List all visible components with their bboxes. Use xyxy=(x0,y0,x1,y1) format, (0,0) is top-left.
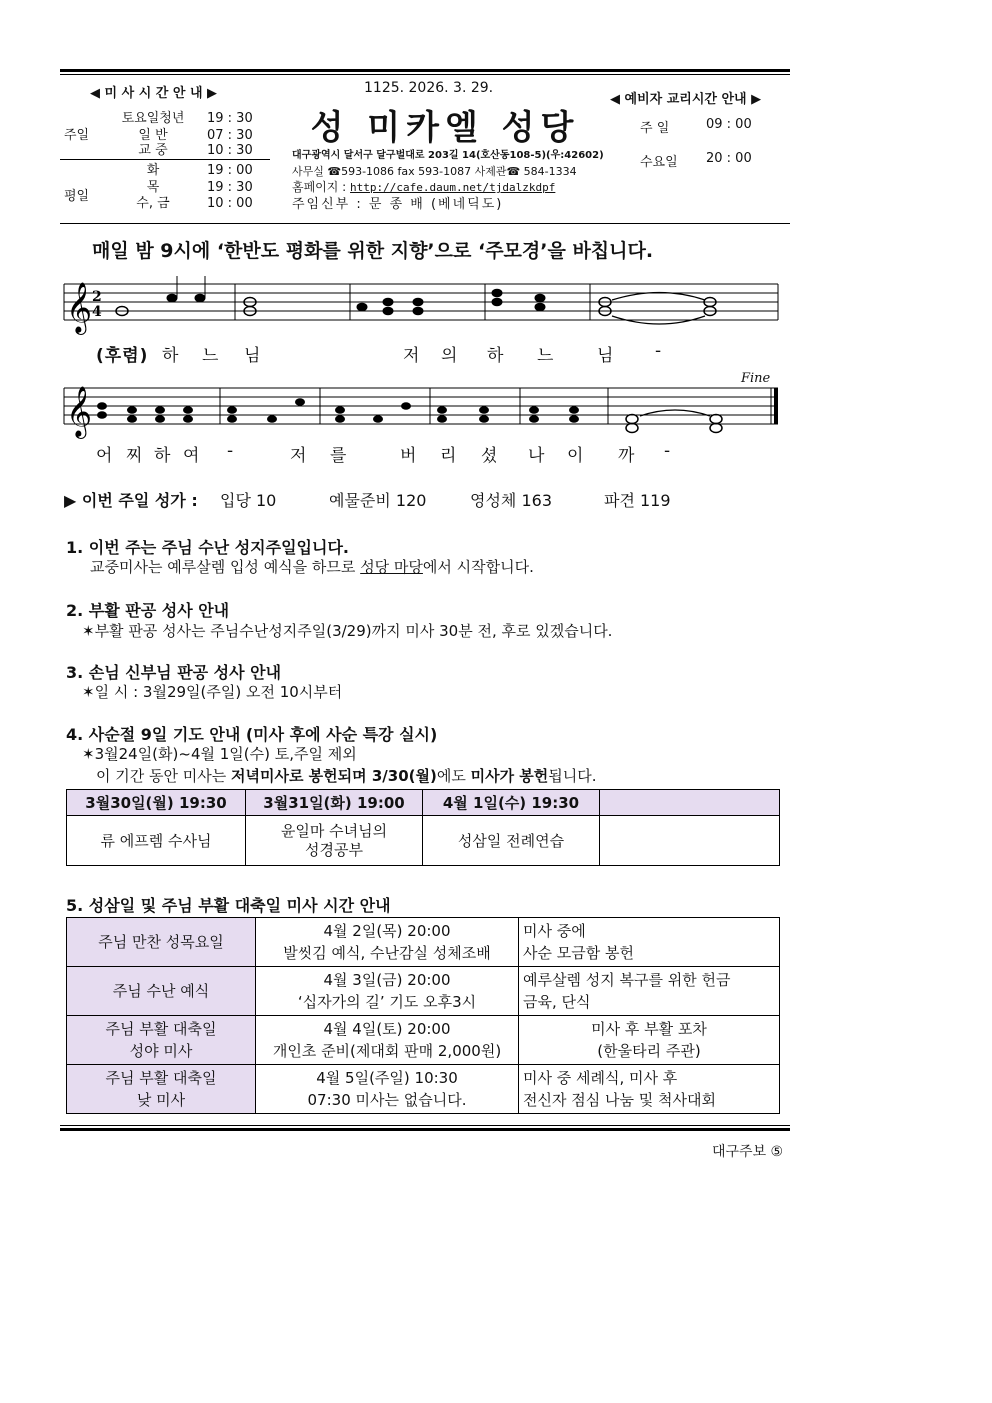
mass-name-2: 교 중 xyxy=(138,143,168,158)
easter-time-cell xyxy=(256,967,519,1016)
lyric-2-9: 리 xyxy=(440,446,458,466)
fine-mark: Fine xyxy=(741,371,771,386)
mass-time-5: 10 : 00 xyxy=(207,196,253,211)
section-2-title: 2. 부활 판공 성사 안내 xyxy=(66,601,230,620)
easter-time-cell xyxy=(256,1016,519,1065)
lyric-2-8: 버 xyxy=(400,446,418,466)
mass-time-1: 07 : 30 xyxy=(207,128,253,143)
section-4-body2 xyxy=(96,765,597,786)
s1-text-underline: 성당 마당 xyxy=(360,558,423,576)
easter-note-2: 전신자 점심 나눔 및 척사대회 xyxy=(523,1091,716,1109)
lent-cell-1: 류 에프렘 수사님 xyxy=(67,816,246,866)
lyric-2-1: 어 xyxy=(96,446,114,466)
prayer-banner: 매일 밤 9시에 ‘한반도 평화를 위한 지향’으로 ‘주모경’을 바칩니다. xyxy=(92,240,654,262)
lyric-1-4: 저 xyxy=(403,346,421,366)
top-rule xyxy=(60,69,790,72)
lyric-2-10: 셨 xyxy=(481,446,499,466)
s4-text-a: 이 기간 동안 미사는 xyxy=(96,767,231,785)
easter-detail: 발씻김 예식, 수난감실 성체조배 xyxy=(283,944,491,962)
sunday-label: 주일 xyxy=(64,128,90,143)
church-address: 대구광역시 달서구 달구벌대로 203길 14(호산동108-5)(우:42602) xyxy=(292,150,604,161)
weekday-label: 평일 xyxy=(64,189,90,204)
catechumen-sunday-day: 주 일 xyxy=(640,121,670,136)
table-row xyxy=(67,1065,780,1114)
easter-note-1: 미사 후 부활 포차 xyxy=(591,1020,707,1038)
section-4-body1: ✶3월24일(화)~4월 1일(수) 토,주일 제외 xyxy=(82,745,357,763)
easter-rite-name: 주님 부활 대축일 성야 미사 xyxy=(67,1016,256,1065)
s4-text-e: 됩니다. xyxy=(548,767,597,785)
music-staff-line2 xyxy=(60,380,785,440)
easter-note-1: 예루살렘 성지 복구를 위한 헌금 xyxy=(523,971,731,989)
bottom-rule xyxy=(60,1128,790,1131)
lyric-2-7: 를 xyxy=(330,446,348,466)
lent-cell-3: 성삼일 전례연습 xyxy=(423,816,600,866)
easter-note-cell xyxy=(519,1065,780,1114)
church-name: 성 미카엘 성당 xyxy=(310,108,580,148)
hymn-entrance: 입당 10 xyxy=(220,491,277,510)
s4-text-c: 에도 xyxy=(436,767,471,785)
lyric-1-8: 님 xyxy=(597,346,615,366)
mass-time-0: 19 : 30 xyxy=(207,111,253,126)
top-rule-thin xyxy=(60,74,790,75)
table-row xyxy=(67,1016,780,1065)
svg-text:𝄞: 𝄞 xyxy=(66,386,93,437)
lyric-2-14: - xyxy=(664,441,672,461)
pastor: 주임신부 : 문 종 배 (베네딕도) xyxy=(292,197,504,212)
lent-table xyxy=(66,789,780,866)
easter-time: 4월 3일(금) 20:00 xyxy=(323,971,451,989)
easter-time-cell xyxy=(256,918,519,967)
hymn-offertory: 예물준비 120 xyxy=(329,491,427,510)
easter-time-cell xyxy=(256,1065,519,1114)
lyric-2-5: - xyxy=(227,441,235,461)
section-3-title: 3. 손님 신부님 판공 성사 안내 xyxy=(66,663,282,682)
lent-header-4 xyxy=(600,790,780,816)
lyric-1-5: 의 xyxy=(441,346,459,366)
easter-time: 4월 4일(토) 20:00 xyxy=(323,1020,451,1038)
mass-name-5: 수, 금 xyxy=(136,196,170,211)
section-1-body xyxy=(90,556,534,577)
hymn-communion: 영성체 163 xyxy=(470,491,552,510)
hymns-label: ▶ 이번 주일 성가 : xyxy=(64,491,198,510)
lyric-1-1: 하 xyxy=(162,346,180,366)
mass-time-4: 19 : 30 xyxy=(207,180,253,195)
catechumen-wed-time: 20 : 00 xyxy=(706,151,752,166)
lyric-2-11: 나 xyxy=(528,446,546,466)
s4-text-b: 저녁미사로 봉헌되며 3/30(월) xyxy=(231,767,437,785)
lent-cell-4 xyxy=(600,816,780,866)
section-3-body: ✶일 시 : 3월29일(주일) 오전 10시부터 xyxy=(82,683,343,701)
svg-text:𝄞: 𝄞 xyxy=(66,282,93,333)
easter-note-2: 금육, 단식 xyxy=(523,993,591,1011)
s1-text-a: 교중미사는 예루살렘 입성 예식을 하므로 xyxy=(90,558,361,576)
easter-detail: ‘십자가의 길’ 기도 오후3시 xyxy=(297,993,477,1011)
church-office: 사무실 ☎593-1086 fax 593-1087 사제관☎ 584-1334 xyxy=(292,165,577,178)
catechumen-title: ◀ 예비자 교리시간 안내 ▶ xyxy=(610,92,762,107)
lyric-1-2: 느 xyxy=(202,346,220,366)
easter-detail: 07:30 미사는 없습니다. xyxy=(307,1091,467,1109)
mass-name-4: 목 xyxy=(146,180,160,195)
section-1-title: 1. 이번 주는 주님 수난 성지주일입니다. xyxy=(66,538,349,557)
lent-header-3: 4월 1일(수) 19:30 xyxy=(423,790,600,816)
lent-cell-2: 윤일마 수녀님의 성경공부 xyxy=(246,816,423,866)
lyric-2-13: 까 xyxy=(618,446,636,466)
lent-header-2: 3월31일(화) 19:00 xyxy=(246,790,423,816)
lyric-2-2: 찌 xyxy=(126,446,144,466)
svg-text:4: 4 xyxy=(92,304,102,320)
mass-name-1: 일 반 xyxy=(138,128,168,143)
mass-name-3: 화 xyxy=(146,163,160,178)
issue-line: 1125. 2026. 3. 29. xyxy=(364,80,494,96)
catechumen-sunday-time: 09 : 00 xyxy=(706,117,752,132)
mass-time-3: 19 : 00 xyxy=(207,163,253,178)
refrain-label: (후렴) xyxy=(96,346,149,366)
mass-time-2: 10 : 30 xyxy=(207,143,253,158)
hymns-line xyxy=(64,488,198,511)
table-row xyxy=(67,918,780,967)
section-4-title: 4. 사순절 9일 기도 안내 (미사 후에 사순 특강 실시) xyxy=(66,725,438,744)
lyric-2-6: 저 xyxy=(290,446,308,466)
section-5-title: 5. 성삼일 및 주님 부활 대축일 미사 시간 안내 xyxy=(66,896,391,915)
s4-text-d: 미사가 봉헌 xyxy=(470,767,549,785)
s1-text-b: 에서 시작합니다. xyxy=(422,558,534,576)
lyric-1-9: - xyxy=(655,341,663,361)
homepage-label: 홈페이지 : xyxy=(292,180,351,194)
mass-name-0: 토요일청년 xyxy=(121,111,185,126)
easter-table xyxy=(66,917,780,1114)
hymn-sending: 파견 119 xyxy=(604,491,671,510)
easter-note-1: 미사 중에 xyxy=(523,922,586,940)
easter-note-cell xyxy=(519,967,780,1016)
table-row xyxy=(67,967,780,1016)
easter-note-cell xyxy=(519,1016,780,1065)
lent-header-1: 3월30일(월) 19:30 xyxy=(67,790,246,816)
easter-note-cell xyxy=(519,918,780,967)
easter-detail: 개인초 준비(제대회 판매 2,000원) xyxy=(272,1042,502,1060)
catechumen-wed-day: 수요일 xyxy=(640,155,678,170)
lyric-1-3: 님 xyxy=(244,346,262,366)
mass-times-title: ◀ 미 사 시 간 안 내 ▶ xyxy=(90,86,218,101)
lyric-2-12: 이 xyxy=(567,446,585,466)
lyric-2-3: 하 xyxy=(154,446,172,466)
bottom-rule-thin xyxy=(60,1125,790,1126)
lyric-1-6: 하 xyxy=(487,346,505,366)
music-staff-line1 xyxy=(60,270,785,340)
lyric-2-4: 여 xyxy=(183,446,201,466)
easter-rite-name: 주님 수난 예식 xyxy=(67,967,256,1016)
easter-note-2: 사순 모금함 봉헌 xyxy=(523,944,634,962)
header-bottom-rule xyxy=(60,223,790,224)
easter-rite-name: 주님 부활 대축일 낮 미사 xyxy=(67,1065,256,1114)
homepage-link[interactable]: http://cafe.daum.net/tjdalzkdpf xyxy=(350,181,556,194)
easter-note-2: (한울타리 주관) xyxy=(597,1042,701,1060)
easter-rite-name: 주님 만찬 성목요일 xyxy=(67,918,256,967)
mass-divider xyxy=(60,159,270,160)
easter-time: 4월 2일(목) 20:00 xyxy=(323,922,451,940)
footer-page-label: 대구주보 ⑤ xyxy=(712,1144,784,1160)
lyric-1-7: 느 xyxy=(537,346,555,366)
easter-time: 4월 5일(주일) 10:30 xyxy=(316,1069,458,1087)
section-2-body: ✶부활 판공 성사는 주님수난성지주일(3/29)까지 미사 30분 전, 후로 있겠습니다. xyxy=(82,622,613,640)
easter-note-1: 미사 중 세례식, 미사 후 xyxy=(523,1069,678,1087)
svg-text:2: 2 xyxy=(92,289,102,305)
